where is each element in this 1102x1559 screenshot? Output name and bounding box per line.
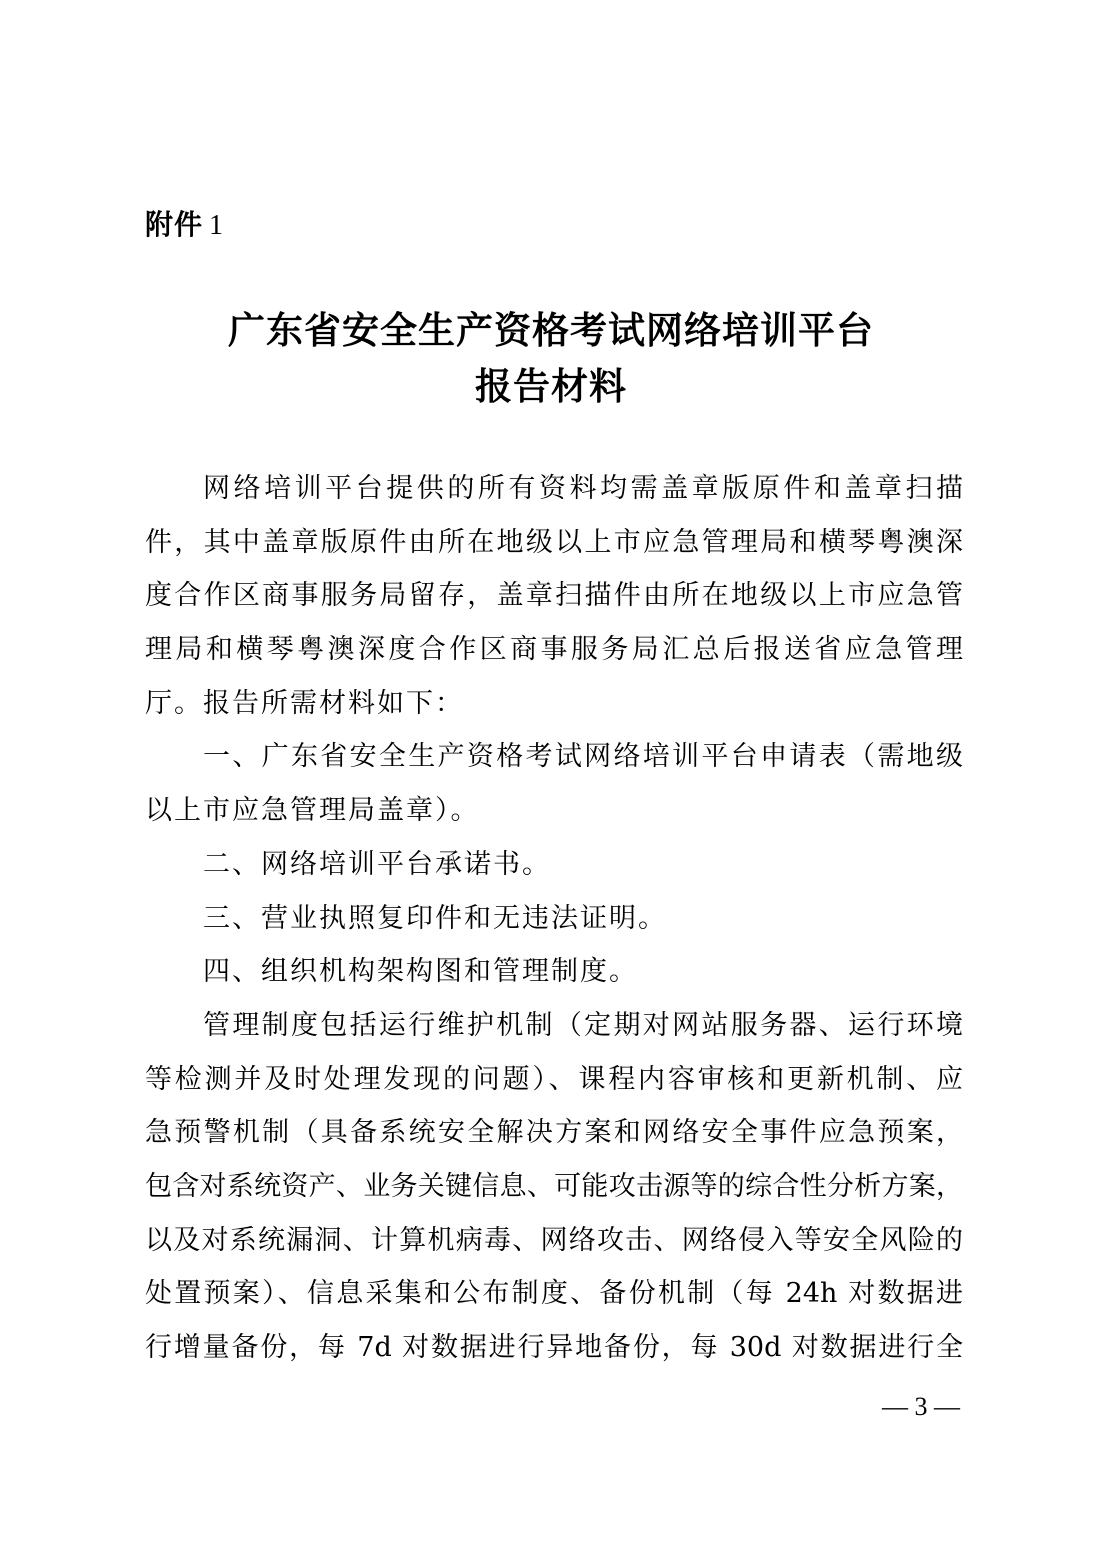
paragraph-line: 网络培训平台提供的所有资料均需盖章版原件和盖章扫描 [203, 473, 963, 504]
attachment-label [145, 203, 224, 243]
list-item-line: 二、网络培训平台承诺书。 [203, 848, 551, 880]
paragraph-line: 等检测并及时处理发现的问题）、课程内容审核和更新机制、应 [145, 1063, 963, 1095]
list-item-line: 一、广东省安全生产资格考试网络培训平台申请表（需地级 [203, 741, 963, 773]
document-title-line-1: 广东省安全生产资格考试网络培训平台 [228, 308, 874, 352]
document-title-line-2: 报告材料 [475, 364, 627, 408]
paragraph-line: 以及对系统漏洞、计算机病毒、网络攻击、网络侵入等安全风险的 [145, 1224, 963, 1256]
paragraph-line: 处置预案）、信息采集和公布制度、备份机制（每 24h 对数据进 [145, 1278, 963, 1310]
document-body [145, 462, 963, 1375]
list-item-line: 三、营业执照复印件和无违法证明。 [203, 902, 667, 934]
page-number: — 3 — [882, 1392, 960, 1421]
paragraph-line: 理局和横琴粤澳深度合作区商事服务局汇总后报送省应急管理 [145, 634, 963, 666]
paragraph-line: 件，其中盖章版原件由所在地级以上市应急管理局和横琴粤澳深 [145, 526, 963, 558]
paragraph-line: 包含对系统资产、业务关键信息、可能攻击源等的综合性分析方案， [145, 1170, 963, 1202]
attachment-label-text: 附件 [145, 208, 204, 241]
paragraph-line: 度合作区商事服务局留存，盖章扫描件由所在地级以上市应急管 [145, 580, 963, 612]
paragraph-line: 急预警机制（具备系统安全解决方案和网络安全事件应急预案， [145, 1117, 963, 1149]
paragraph-line: 厅。报告所需材料如下： [145, 687, 464, 719]
attachment-number: 1 [209, 210, 225, 241]
list-item-line: 以上市应急管理局盖章）。 [145, 795, 480, 827]
list-item-line: 四、组织机构架构图和管理制度。 [203, 956, 638, 988]
paragraph-line: 行增量备份，每 7d 对数据进行异地备份，每 30d 对数据进行全 [145, 1332, 963, 1363]
paragraph-line: 管理制度包括运行维护机制（定期对网站服务器、运行环境 [203, 1009, 963, 1041]
